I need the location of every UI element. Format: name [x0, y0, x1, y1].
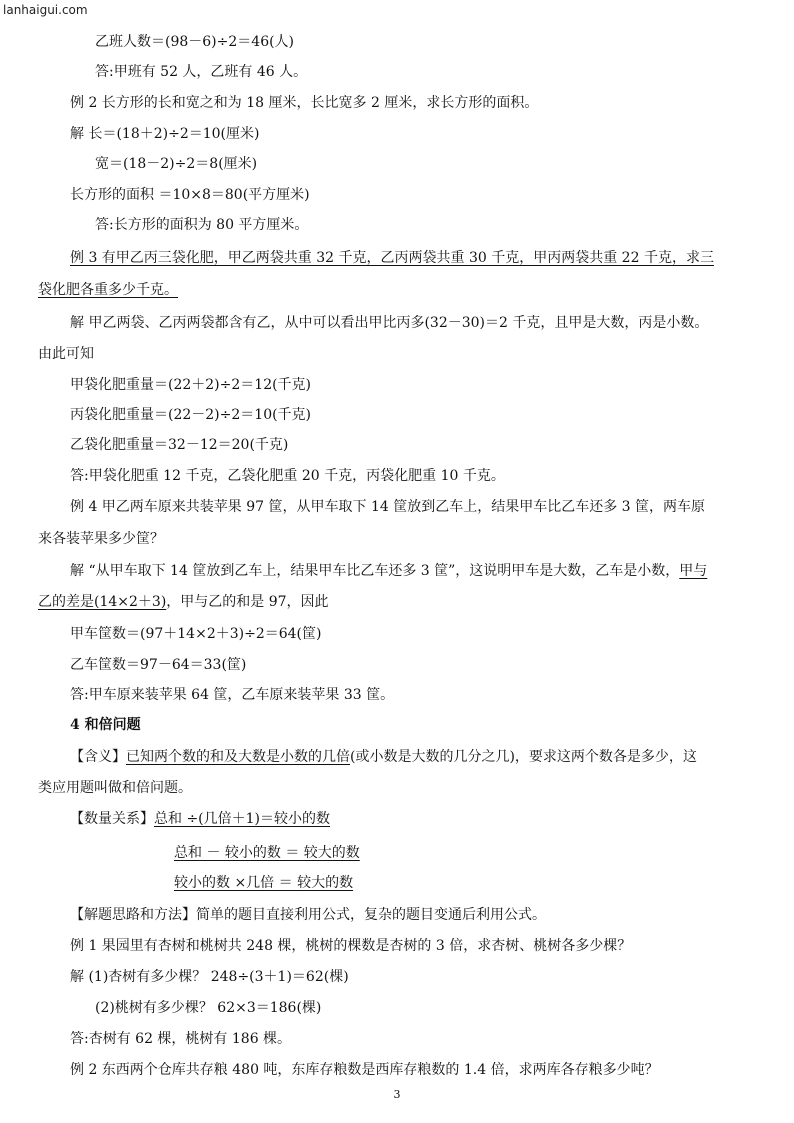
text-line: 【解题思路和方法】简单的题目直接利用公式，复杂的题目变通后利用公式。	[70, 907, 546, 923]
text-line: 解 (1)杏树有多少棵？ 248÷(3＋1)＝62(棵)	[70, 969, 349, 985]
text-line: 答:甲班有 52 人，乙班有 46 人。	[95, 64, 308, 80]
text-line: 长方形的面积 ＝10×8＝80(平方厘米)	[70, 187, 310, 203]
text-line: 甲车筐数＝(97＋14×2＋3)÷2＝64(筐)	[70, 626, 322, 642]
text-line	[70, 810, 330, 828]
text-line: 丙袋化肥重量＝(22－2)÷2＝10(千克)	[70, 407, 312, 423]
formula-line	[174, 844, 360, 862]
text-line: 乙袋化肥重量＝32－12＝20(千克)	[70, 437, 289, 453]
text-span: 【数量关系】	[70, 811, 154, 827]
text-line: 例 2 东西两个仓库共存粮 480 吨，东库存粮数是西库存粮数的 1.4 倍，求两库各存粮多少吨？	[70, 1062, 659, 1078]
page-number: 3	[393, 1088, 401, 1101]
text-line: 答:甲车原来装苹果 64 筐，乙车原来装苹果 33 筐。	[70, 687, 395, 703]
text-line: 解 甲乙两袋、乙丙两袋都含有乙，从中可以看出甲比丙多(32－30)＝2 千克，且甲是大数，丙是小数。	[70, 315, 709, 331]
underlined-span: 较小的数 ×几倍 ＝ 较大的数	[174, 875, 354, 891]
text-line	[70, 562, 707, 580]
text-line: 例 4 甲乙两车原来共装苹果 97 筐，从甲车取下 14 筐放到乙车上，结果甲车比乙车还多 3 筐，两车原	[70, 499, 706, 515]
text-line: 答:杏树有 62 棵，桃树有 186 棵。	[70, 1031, 292, 1047]
text-span: ，甲与乙的和是 97，因此	[166, 594, 329, 610]
text-line: 乙班人数＝(98－6)÷2＝46(人)	[95, 34, 295, 50]
text-line: 解 长＝(18＋2)÷2＝10(厘米)	[70, 126, 260, 142]
text-line: 类应用题叫做和倍问题。	[38, 780, 192, 796]
underlined-span: 已知两个数的和及大数是小数的几倍	[126, 749, 350, 765]
underlined-span: 乙的差是(14×2＋3)	[38, 594, 167, 610]
text-line: 由此可知	[38, 346, 94, 362]
text-span: (或小数是大数的几分之几)，要求这两个数各是多少，这	[350, 749, 697, 765]
text-line: 例 2 长方形的长和宽之和为 18 厘米，长比宽多 2 厘米，求长方形的面积。	[70, 95, 539, 111]
text-span: 【含义】	[70, 749, 126, 765]
text-line: 来各装苹果多少筐？	[38, 531, 164, 547]
text-line	[38, 593, 329, 611]
text-line: (2)桃树有多少棵？ 62×3＝186(棵)	[95, 1000, 322, 1016]
text-line: 例 1 果园里有杏树和桃树共 248 棵，桃树的棵数是杏树的 3 倍，求杏树、桃树各多少棵？	[70, 938, 632, 954]
underlined-span: 甲与	[679, 563, 708, 579]
text-span: 解 “从甲车取下 14 筐放到乙车上，结果甲车比乙车还多 3 筐”，这说明甲车是大数，乙车是小数，	[70, 563, 680, 579]
text-line: 宽＝(18－2)÷2＝8(厘米)	[95, 156, 258, 172]
text-line: 甲袋化肥重量＝(22＋2)÷2＝12(千克)	[70, 377, 312, 393]
formula-line	[174, 874, 353, 892]
watermark: lanhaigui.com	[3, 3, 88, 17]
text-line	[70, 748, 697, 766]
text-line: 乙车筐数＝97－64＝33(筐)	[70, 657, 247, 673]
text-line: 答:甲袋化肥重 12 千克，乙袋化肥重 20 千克，丙袋化肥重 10 千克。	[70, 468, 505, 484]
example-3-question: 例 3 有甲乙丙三袋化肥，甲乙两袋共重 32 千克，乙丙两袋共重 30 千克，甲丙两袋共重 22 千克，求三	[70, 250, 714, 266]
underlined-span: 总和 － 较小的数 ＝ 较大的数	[174, 845, 360, 861]
underlined-span: 总和 ÷(几倍＋1)＝较小的数	[154, 811, 331, 827]
text-line: 答:长方形的面积为 80 平方厘米。	[95, 217, 309, 233]
section-heading: 4 和倍问题	[70, 717, 141, 733]
example-3-question-cont: 袋化肥各重多少千克。	[38, 282, 178, 298]
